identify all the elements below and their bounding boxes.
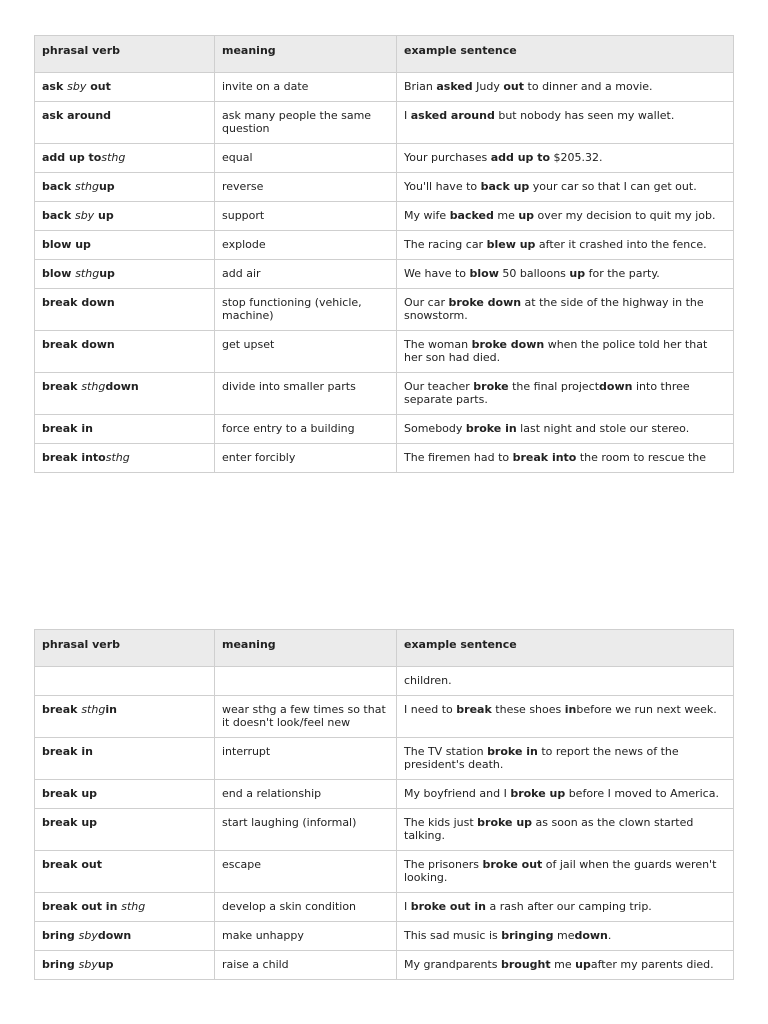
phrasal-verb-cell	[35, 780, 215, 809]
text-segment: before we run next week.	[576, 703, 717, 716]
text-segment: Somebody	[404, 422, 466, 435]
text-segment: of jail when the guards weren't looking.	[404, 858, 717, 884]
header-example-sentence: example sentence	[397, 630, 734, 667]
text-segment: backed	[449, 209, 494, 222]
text-segment: out	[86, 80, 111, 93]
text-segment: You'll have to	[404, 180, 481, 193]
text-segment: break out in	[42, 900, 122, 913]
text-segment: Brian	[404, 80, 437, 93]
example-sentence-cell	[397, 73, 734, 102]
text-segment: add up to	[490, 151, 551, 164]
text-segment: I	[404, 109, 411, 122]
text-segment: blew up	[486, 238, 536, 251]
table-row	[35, 144, 734, 173]
text-segment: The TV station	[404, 745, 488, 758]
meaning-cell: force entry to a building	[215, 415, 397, 444]
phrasal-verb-cell	[35, 73, 215, 102]
text-segment: out	[503, 80, 525, 93]
text-segment: up	[94, 209, 114, 222]
text-segment: as soon as the clown started talking.	[404, 816, 694, 842]
text-segment: break out	[42, 858, 102, 871]
text-segment: back	[42, 180, 75, 193]
text-segment: down	[599, 380, 633, 393]
text-segment: me	[550, 958, 576, 971]
header-phrasal-verb: phrasal verb	[35, 36, 215, 73]
table-row	[35, 102, 734, 144]
header-example-sentence: example sentence	[397, 36, 734, 73]
text-segment: when the police told her that her son had died.	[404, 338, 708, 364]
phrasal-verb-cell	[35, 373, 215, 415]
text-segment: break down	[42, 296, 115, 309]
text-segment: in	[564, 703, 577, 716]
example-sentence-cell	[397, 231, 734, 260]
text-segment: $205.32.	[550, 151, 603, 164]
meaning-cell: ask many people the same question	[215, 102, 397, 144]
text-segment: blow	[469, 267, 499, 280]
example-sentence-cell	[397, 289, 734, 331]
text-segment: your car so that I can get out.	[529, 180, 697, 193]
text-segment: break into	[512, 451, 577, 464]
text-segment: sthg	[74, 180, 99, 193]
text-segment: broke out	[482, 858, 543, 871]
text-segment: bringing	[501, 929, 554, 942]
phrasal-verb-cell	[35, 444, 215, 473]
text-segment: up	[569, 267, 586, 280]
text-segment: children.	[404, 674, 452, 687]
table-row	[35, 202, 734, 231]
text-segment: into three separate parts.	[404, 380, 690, 406]
meaning-cell: start laughing (informal)	[215, 809, 397, 851]
phrasal-verb-cell	[35, 851, 215, 893]
table-row	[35, 373, 734, 415]
table-row	[35, 809, 734, 851]
meaning-cell: wear sthg a few times so that it doesn't look/feel new	[215, 696, 397, 738]
table-row	[35, 73, 734, 102]
text-segment: over my decision to quit my job.	[534, 209, 716, 222]
meaning-cell: enter forcibly	[215, 444, 397, 473]
text-segment: break	[42, 703, 82, 716]
text-segment: bring	[42, 958, 79, 971]
text-segment: up	[98, 180, 115, 193]
text-segment: I need to	[404, 703, 457, 716]
table-header-row	[35, 36, 734, 73]
example-sentence-cell	[397, 809, 734, 851]
text-segment: sby	[67, 80, 87, 93]
example-sentence-cell	[397, 444, 734, 473]
text-segment: me	[553, 929, 575, 942]
phrasal-verb-table-1	[34, 35, 734, 473]
table-row	[35, 738, 734, 780]
text-segment: sthg	[81, 703, 106, 716]
text-segment: for the party.	[585, 267, 660, 280]
example-sentence-cell	[397, 260, 734, 289]
meaning-cell: escape	[215, 851, 397, 893]
text-segment: up	[99, 267, 115, 280]
phrasal-verb-cell	[35, 231, 215, 260]
meaning-cell: end a relationship	[215, 780, 397, 809]
meaning-cell: reverse	[215, 173, 397, 202]
meaning-cell: interrupt	[215, 738, 397, 780]
header-meaning: meaning	[215, 36, 397, 73]
text-segment: break up	[42, 816, 98, 829]
text-segment: break in	[42, 745, 93, 758]
meaning-cell: explode	[215, 231, 397, 260]
text-segment: break	[42, 380, 82, 393]
text-segment: break in	[42, 422, 93, 435]
text-segment: ask	[42, 80, 68, 93]
table-row	[35, 444, 734, 473]
text-segment: broke	[473, 380, 509, 393]
example-sentence-cell	[397, 202, 734, 231]
text-segment: down	[97, 929, 132, 942]
text-segment: broke up	[510, 787, 566, 800]
text-segment: after my parents died.	[590, 958, 714, 971]
text-segment: but nobody has seen my wallet.	[494, 109, 675, 122]
text-segment: bring	[42, 929, 79, 942]
phrasal-verb-cell	[35, 951, 215, 980]
header-phrasal-verb: phrasal verb	[35, 630, 215, 667]
text-segment: back up	[480, 180, 530, 193]
phrasal-verb-cell	[35, 289, 215, 331]
phrasal-verb-cell	[35, 260, 215, 289]
text-segment: blow up	[42, 238, 91, 251]
text-segment: Your purchases	[404, 151, 491, 164]
text-segment: Our car	[404, 296, 449, 309]
text-segment: the room to rescue the	[576, 451, 707, 464]
table-row	[35, 780, 734, 809]
example-sentence-cell	[397, 102, 734, 144]
text-segment: Judy	[472, 80, 504, 93]
meaning-cell: raise a child	[215, 951, 397, 980]
text-segment: sthg	[101, 151, 126, 164]
example-sentence-cell	[397, 415, 734, 444]
text-segment: back	[42, 209, 75, 222]
example-sentence-cell	[397, 951, 734, 980]
text-segment: blow	[42, 267, 76, 280]
phrasal-verb-cell	[35, 696, 215, 738]
text-segment: This sad music is	[404, 929, 502, 942]
example-sentence-cell	[397, 144, 734, 173]
example-sentence-cell	[397, 667, 734, 696]
meaning-cell: invite on a date	[215, 73, 397, 102]
text-segment: brought	[500, 958, 551, 971]
phrasal-verb-cell	[35, 202, 215, 231]
text-segment: in	[105, 703, 117, 716]
phrasal-verb-cell	[35, 893, 215, 922]
text-segment: up	[97, 958, 114, 971]
table-row	[35, 173, 734, 202]
text-segment: asked	[436, 80, 473, 93]
text-segment: down	[105, 380, 139, 393]
text-segment: sthg	[75, 267, 100, 280]
table-row	[35, 851, 734, 893]
text-segment: broke in	[465, 422, 517, 435]
table-row	[35, 231, 734, 260]
text-segment: The racing car	[404, 238, 487, 251]
text-segment: a rash after our camping trip.	[486, 900, 652, 913]
text-segment: after it crashed into the fence.	[535, 238, 707, 251]
phrasal-verb-cell	[35, 922, 215, 951]
meaning-cell: support	[215, 202, 397, 231]
table-row	[35, 893, 734, 922]
example-sentence-cell	[397, 373, 734, 415]
phrasal-verb-cell	[35, 415, 215, 444]
text-segment: sthg	[121, 900, 146, 913]
text-segment: The prisoners	[404, 858, 483, 871]
example-sentence-cell	[397, 893, 734, 922]
table-row	[35, 696, 734, 738]
text-segment: The kids just	[404, 816, 478, 829]
text-segment: down	[574, 929, 608, 942]
example-sentence-cell	[397, 696, 734, 738]
text-segment: My boyfriend and I	[404, 787, 511, 800]
text-segment: Our teacher	[404, 380, 474, 393]
header-meaning: meaning	[215, 630, 397, 667]
table-row	[35, 289, 734, 331]
phrasal-verb-table-2	[34, 629, 734, 980]
example-sentence-cell	[397, 851, 734, 893]
text-segment: broke in	[487, 745, 538, 758]
text-segment: broke down	[448, 296, 522, 309]
table-row	[35, 667, 734, 696]
example-sentence-cell	[397, 780, 734, 809]
phrasal-verb-cell	[35, 173, 215, 202]
text-segment: 50 balloons	[498, 267, 570, 280]
text-segment: to report the news of the president's death.	[404, 745, 679, 771]
meaning-cell: develop a skin condition	[215, 893, 397, 922]
table-row	[35, 415, 734, 444]
example-sentence-cell	[397, 922, 734, 951]
text-segment: The woman	[404, 338, 472, 351]
meaning-cell: make unhappy	[215, 922, 397, 951]
text-segment: the final project	[508, 380, 600, 393]
example-sentence-cell	[397, 331, 734, 373]
text-segment: break into	[42, 451, 106, 464]
text-segment: The firemen had to	[404, 451, 513, 464]
text-segment: to dinner and a movie.	[524, 80, 653, 93]
table-row	[35, 951, 734, 980]
text-segment: before I moved to America.	[565, 787, 719, 800]
meaning-cell: divide into smaller parts	[215, 373, 397, 415]
text-segment: sthg	[81, 380, 106, 393]
text-segment: sby	[78, 929, 98, 942]
text-segment: broke down	[471, 338, 545, 351]
text-segment: add up to	[42, 151, 102, 164]
meaning-cell: get upset	[215, 331, 397, 373]
text-segment: My wife	[404, 209, 450, 222]
meaning-cell	[215, 667, 397, 696]
text-segment: broke up	[477, 816, 533, 829]
text-segment: sby	[74, 209, 95, 222]
meaning-cell: equal	[215, 144, 397, 173]
text-segment: last night and stole our stereo.	[516, 422, 690, 435]
text-segment: broke out in	[410, 900, 486, 913]
example-sentence-cell	[397, 738, 734, 780]
text-segment: these shoes	[491, 703, 565, 716]
text-segment: sthg	[105, 451, 130, 464]
text-segment: break	[456, 703, 492, 716]
text-segment: ask around	[42, 109, 112, 122]
text-segment: me	[493, 209, 519, 222]
text-segment: break down	[42, 338, 115, 351]
phrasal-verb-cell	[35, 331, 215, 373]
table-header-row	[35, 630, 734, 667]
phrasal-verb-cell	[35, 102, 215, 144]
text-segment: My grandparents	[404, 958, 501, 971]
phrasal-verb-cell	[35, 809, 215, 851]
table-row	[35, 260, 734, 289]
text-segment: sby	[78, 958, 98, 971]
text-segment: up	[575, 958, 591, 971]
phrasal-verb-cell	[35, 144, 215, 173]
text-segment: asked around	[410, 109, 495, 122]
table-row	[35, 331, 734, 373]
text-segment: up	[518, 209, 535, 222]
text-segment: at the side of the highway in the snowstorm.	[404, 296, 704, 322]
text-segment: break up	[42, 787, 98, 800]
text-segment: We have to	[404, 267, 470, 280]
text-segment: I	[404, 900, 411, 913]
phrasal-verb-cell	[35, 667, 215, 696]
phrasal-verb-cell	[35, 738, 215, 780]
example-sentence-cell	[397, 173, 734, 202]
table-row	[35, 922, 734, 951]
text-segment: .	[607, 929, 612, 942]
meaning-cell: stop functioning (vehicle, machine)	[215, 289, 397, 331]
meaning-cell: add air	[215, 260, 397, 289]
